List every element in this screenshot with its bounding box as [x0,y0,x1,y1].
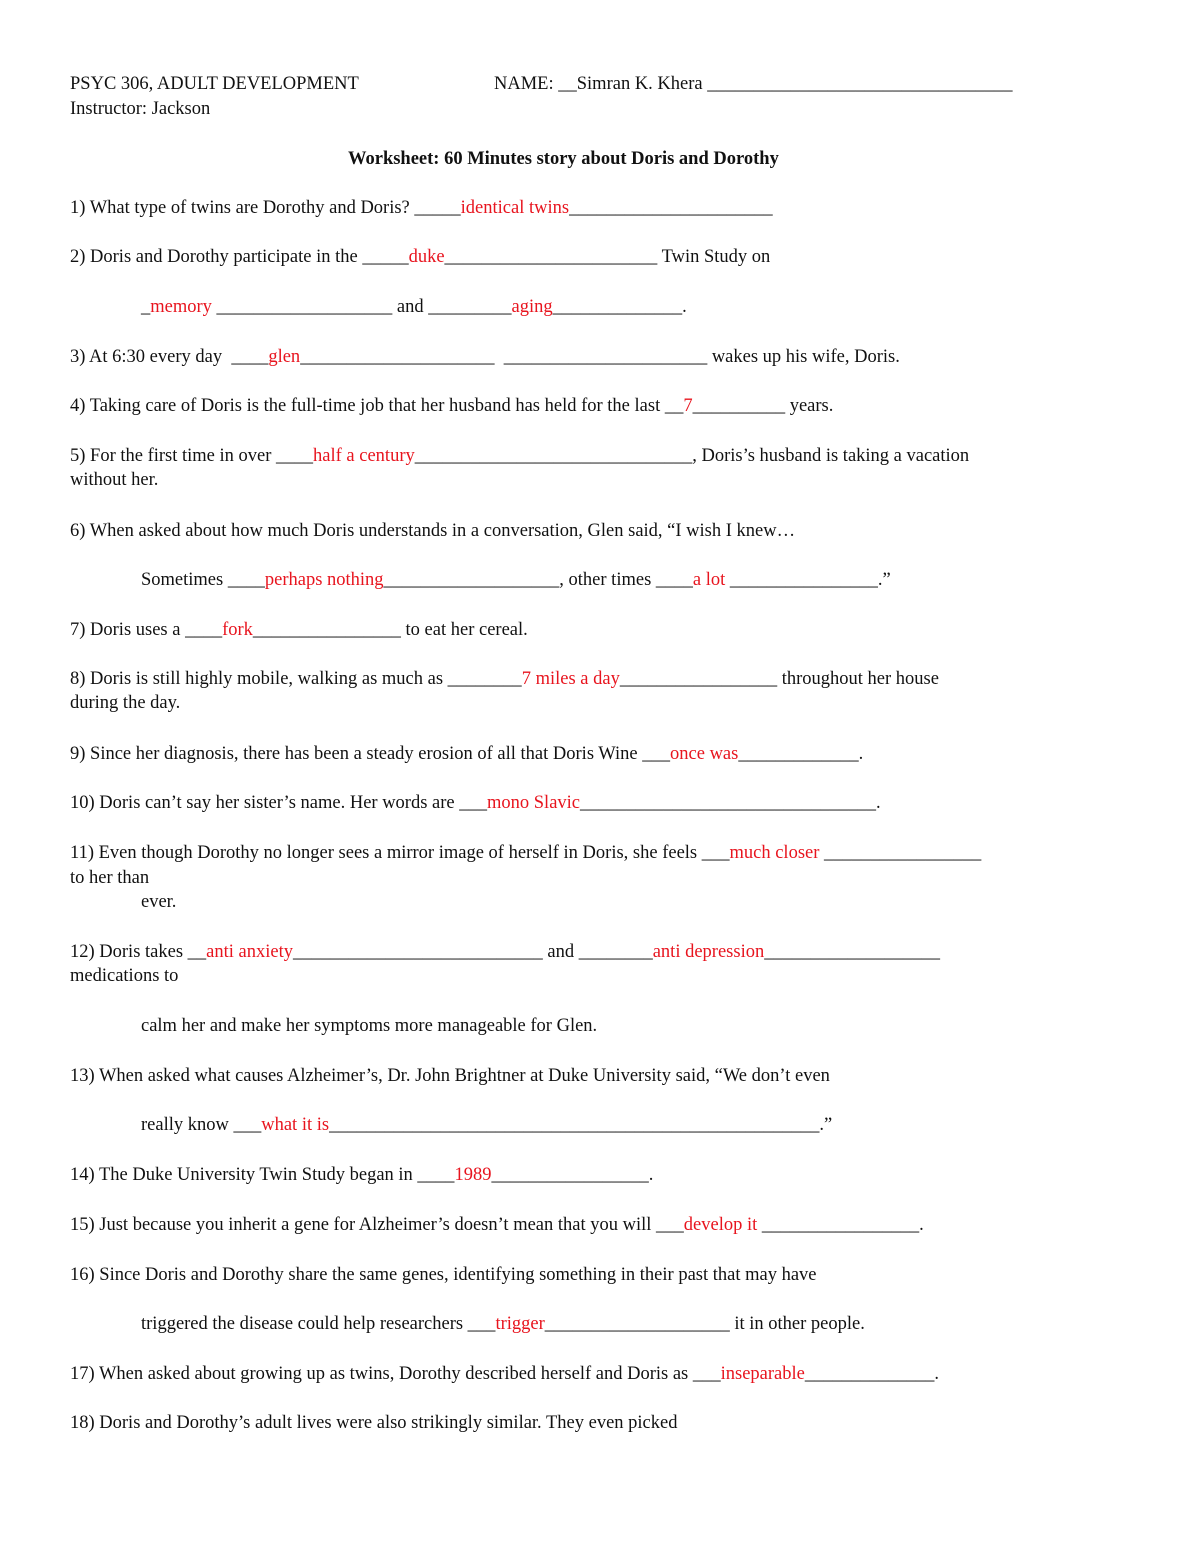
question-3: 3) At 6:30 every day ____glen_____________________ ______________________ wakes up his wife, Doris. [70,347,900,367]
question-13-line-2: really know ___what it is_____________________________________________________.” [141,1115,833,1135]
question-12-line-3: calm her and make her symptoms more manageable for Glen. [141,1016,598,1036]
question-1: 1) What type of twins are Dorothy and Doris? _____identical twins______________________ [70,198,773,218]
worksheet-title: Worksheet: 60 Minutes story about Doris and Dorothy [348,149,779,169]
question-13: 13) When asked what causes Alzheimer’s, Dr. John Brightner at Duke University said, “We don’t even [70,1066,830,1086]
answer-15: develop it [683,1215,758,1235]
answer-2a: duke [408,247,445,267]
question-18: 18) Doris and Dorothy’s adult lives were also strikingly similar. They even picked [70,1413,678,1433]
name-field [494,72,1013,96]
answer-2c: aging [511,297,553,317]
question-16-line-2: triggered the disease could help researchers ___trigger____________________ it in other people. [141,1314,865,1334]
question-11-line-2: to her than [70,868,150,888]
answer-10: mono Slavic [487,793,581,813]
answer-7: fork [222,620,253,640]
name-label: NAME: [494,74,554,94]
answer-9: once was [670,744,739,764]
question-5: 5) For the first time in over ____half a century______________________________, Doris’s husband is taking a vacation [70,446,970,466]
answer-12a: anti anxiety [206,942,293,962]
answer-17: inseparable [720,1364,805,1384]
question-8: 8) Doris is still highly mobile, walking as much as ________7 miles a day_________________ throughout her house [70,669,939,689]
name-prefix: __ [558,74,577,94]
course-title: PSYC 306, ADULT DEVELOPMENT [70,74,359,94]
question-6: 6) When asked about how much Doris understands in a conversation, Glen said, “I wish I knew… [70,521,796,541]
question-9: 9) Since her diagnosis, there has been a steady erosion of all that Doris Wine ___once was_____________. [70,744,864,764]
question-12-line-2: medications to [70,966,179,986]
question-15: 15) Just because you inherit a gene for Alzheimer’s doesn’t mean that you will ___develop it _________________. [70,1215,924,1235]
question-11-line-3: ever. [141,892,177,912]
answer-2b: memory [150,297,212,317]
answer-11: much closer [729,843,820,863]
instructor: Instructor: Jackson [70,99,211,119]
answer-8: 7 miles a day [521,669,620,689]
answer-16: trigger [495,1314,545,1334]
answer-1: identical twins [460,198,570,218]
question-4: 4) Taking care of Doris is the full-time job that her husband has held for the last __7__________ years. [70,396,834,416]
question-17: 17) When asked about growing up as twins, Dorothy described herself and Doris as ___inseparable______________. [70,1364,939,1384]
student-name: Simran K. Khera [576,74,703,94]
question-12: 12) Doris takes __anti anxiety___________________________ and ________anti depression___________________ [70,942,940,962]
question-14: 14) The Duke University Twin Study began in ____1989_________________. [70,1165,654,1185]
question-16: 16) Since Doris and Dorothy share the same genes, identifying something in their past that may have [70,1265,817,1285]
question-2-line-2: _memory ___________________ and _________aging______________. [141,297,687,317]
answer-12b: anti depression [652,942,765,962]
answer-3: glen [268,347,301,367]
question-8-line-2: during the day. [70,693,181,713]
question-11: 11) Even though Dorothy no longer sees a mirror image of herself in Doris, she feels ___much closer _________________ [70,843,982,863]
question-5-line-2: without her. [70,470,159,490]
question-2: 2) Doris and Dorothy participate in the _____duke_______________________ Twin Study on [70,247,771,267]
question-7: 7) Doris uses a ____fork________________ to eat her cereal. [70,620,528,640]
name-underline: _________________________________ [702,74,1013,94]
answer-6b: a lot [692,570,726,590]
question-10: 10) Doris can’t say her sister’s name. Her words are ___mono Slavic________________________________. [70,793,881,813]
answer-4: 7 [683,396,693,416]
answer-14: 1989 [454,1165,492,1185]
answer-5: half a century [313,446,415,466]
answer-6a: perhaps nothing [264,570,384,590]
question-6-line-2: Sometimes ____perhaps nothing___________________, other times ____a lot ________________.” [141,570,891,590]
answer-13: what it is [261,1115,330,1135]
